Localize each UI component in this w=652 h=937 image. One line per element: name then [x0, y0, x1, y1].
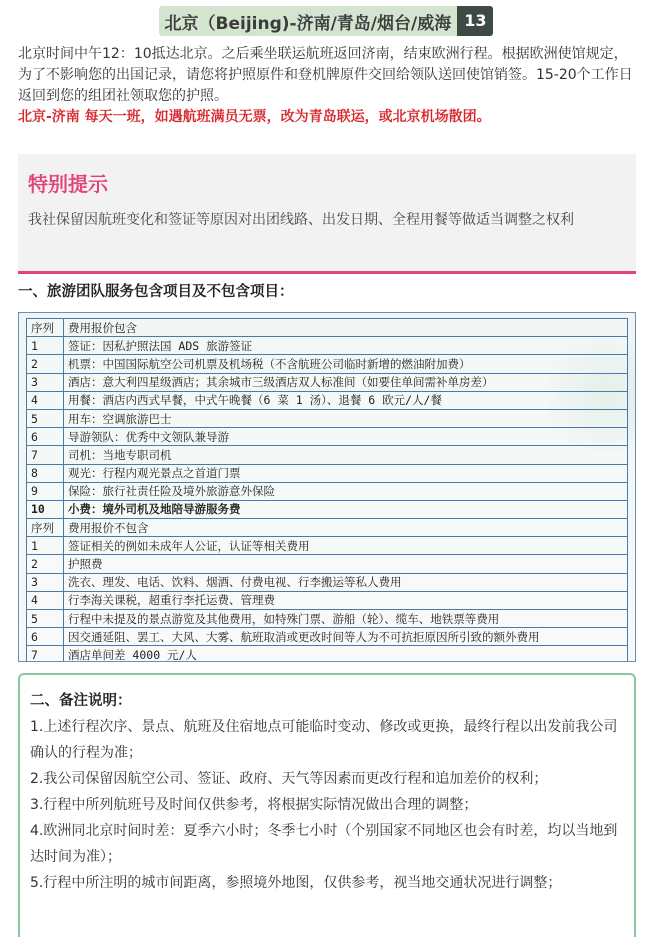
included-header-row: [27, 319, 628, 337]
row-number: 5: [27, 409, 64, 427]
row-item: 洗衣、理发、电话、饮料、烟酒、付费电视、行李搬运等私人费用: [64, 573, 628, 591]
row-item: 因交通延阻、罢工、大风、大雾、航班取消或更改时间等人为不可抗拒原因所引致的额外费用: [64, 628, 628, 646]
row-number: 7: [27, 646, 64, 662]
row-number: 6: [27, 428, 64, 446]
remarks-title: 二、备注说明：: [30, 693, 132, 709]
included-row: [27, 428, 628, 446]
row-number: 2: [27, 355, 64, 373]
excluded-row: [27, 610, 628, 628]
row-item: 司机：当地专职司机: [64, 446, 628, 464]
remark-item: 4.欧洲同北京时间时差：夏季六小时；冬季七小时（个别国家不同地区也会有时差，均以当地到达时间为准）；: [30, 823, 618, 865]
excluded-header-row: [27, 519, 628, 537]
row-item: 小费：境外司机及地陪导游服务费: [64, 500, 628, 518]
included-row: [27, 500, 628, 518]
row-number: 6: [27, 628, 64, 646]
row-number: 1: [27, 537, 64, 555]
row-item: 签证相关的例如未成年人公证，认证等相关费用: [64, 537, 628, 555]
row-item: 导游领队：优秀中文领队兼导游: [64, 428, 628, 446]
excluded-row: [27, 573, 628, 591]
row-item: 观光：行程内观光景点之首道门票: [64, 464, 628, 482]
row-item: 护照费: [64, 555, 628, 573]
row-item: 行程中未提及的景点游览及其他费用，如特殊门票、游船（轮）、缆车、地铁票等费用: [64, 610, 628, 628]
row-item: 机票：中国国际航空公司机票及机场税（不含航班公司临时新增的燃油附加费）: [64, 355, 628, 373]
row-item: 费用报价不包含: [64, 519, 628, 537]
day-description-text: 北京时间中午12：10抵达北京。之后乘坐联运航班返回济南，结束欧洲行程。根据欧洲使馆规定，为了不影响您的出国记录，请您将护照原件和登机牌原件交回给领队送回使馆销签。15-20个工作日返回到您的组团社领取您的护照。: [18, 46, 633, 104]
row-item: 保险：旅行社责任险及境外旅游意外保险: [64, 482, 628, 500]
included-row: [27, 482, 628, 500]
row-number: 1: [27, 337, 64, 355]
day-description: [18, 44, 638, 128]
row-number: 9: [27, 482, 64, 500]
row-number: 5: [27, 610, 64, 628]
row-number: 序列: [27, 519, 64, 537]
excluded-row: [27, 628, 628, 646]
day-header: [0, 6, 652, 36]
remark-item: 3.行程中所列航班号及时间仅供参考，将根据实际情况做出合理的调整；: [30, 797, 478, 813]
services-table: [26, 318, 628, 662]
services-section-title: 一、旅游团队服务包含项目及不包含项目：: [18, 284, 294, 300]
remark-item: 2.我公司保留因航空公司、签证、政府、天气等因素而更改行程和追加差价的权利；: [30, 771, 548, 787]
included-row: [27, 409, 628, 427]
included-row: [27, 355, 628, 373]
remark-item: 5.行程中所注明的城市间距离，参照境外地图，仅供参考，视当地交通状况进行调整；: [30, 875, 562, 891]
excluded-row: [27, 537, 628, 555]
row-number: 10: [27, 500, 64, 518]
excluded-row: [27, 591, 628, 609]
row-number: 3: [27, 373, 64, 391]
flight-warning: 北京-济南 每天一班，如遇航班满员无票，改为青岛联运，或北京机场散团。: [18, 109, 491, 125]
row-number: 序列: [27, 319, 64, 337]
included-row: [27, 446, 628, 464]
day-title-bar: [159, 6, 494, 36]
remarks-box: [18, 673, 636, 937]
services-table-panel: [18, 312, 636, 662]
special-notice-title: 特别提示: [28, 172, 108, 196]
included-row: [27, 373, 628, 391]
included-row: [27, 391, 628, 409]
remark-item: 1.上述行程次序、景点、航班及住宿地点可能临时变动、修改或更换，最终行程以出发前我公司确认的行程为准；: [30, 719, 618, 761]
row-item: 签证：因私护照法国 ADS 旅游签证: [64, 337, 628, 355]
excluded-row: [27, 555, 628, 573]
day-number-badge: 13: [457, 6, 493, 36]
included-row: [27, 337, 628, 355]
row-item: 用餐：酒店内西式早餐，中式午晚餐（6 菜 1 汤）、退餐 6 欧元/人/餐: [64, 391, 628, 409]
row-item: 用车：空调旅游巴士: [64, 409, 628, 427]
special-notice-box: [18, 154, 636, 274]
row-number: 7: [27, 446, 64, 464]
row-number: 8: [27, 464, 64, 482]
row-item: 费用报价包含: [64, 319, 628, 337]
excluded-row: [27, 646, 628, 662]
special-notice-text: 我社保留因航班变化和签证等原因对出团线路、出发日期、全程用餐等做适当调整之权利: [28, 212, 574, 228]
row-number: 4: [27, 591, 64, 609]
row-item: 酒店单间差 4000 元/人: [64, 646, 628, 662]
row-number: 2: [27, 555, 64, 573]
row-number: 4: [27, 391, 64, 409]
included-row: [27, 464, 628, 482]
row-number: 3: [27, 573, 64, 591]
remarks-list: [30, 714, 624, 896]
day-title: 北京（Beijing)-济南/青岛/烟台/威海: [164, 13, 452, 34]
row-item: 酒店：意大利四星级酒店；其余城市三级酒店双人标准间（如要住单间需补单房差）: [64, 373, 628, 391]
row-item: 行李海关课税，超重行李托运费、管理费: [64, 591, 628, 609]
